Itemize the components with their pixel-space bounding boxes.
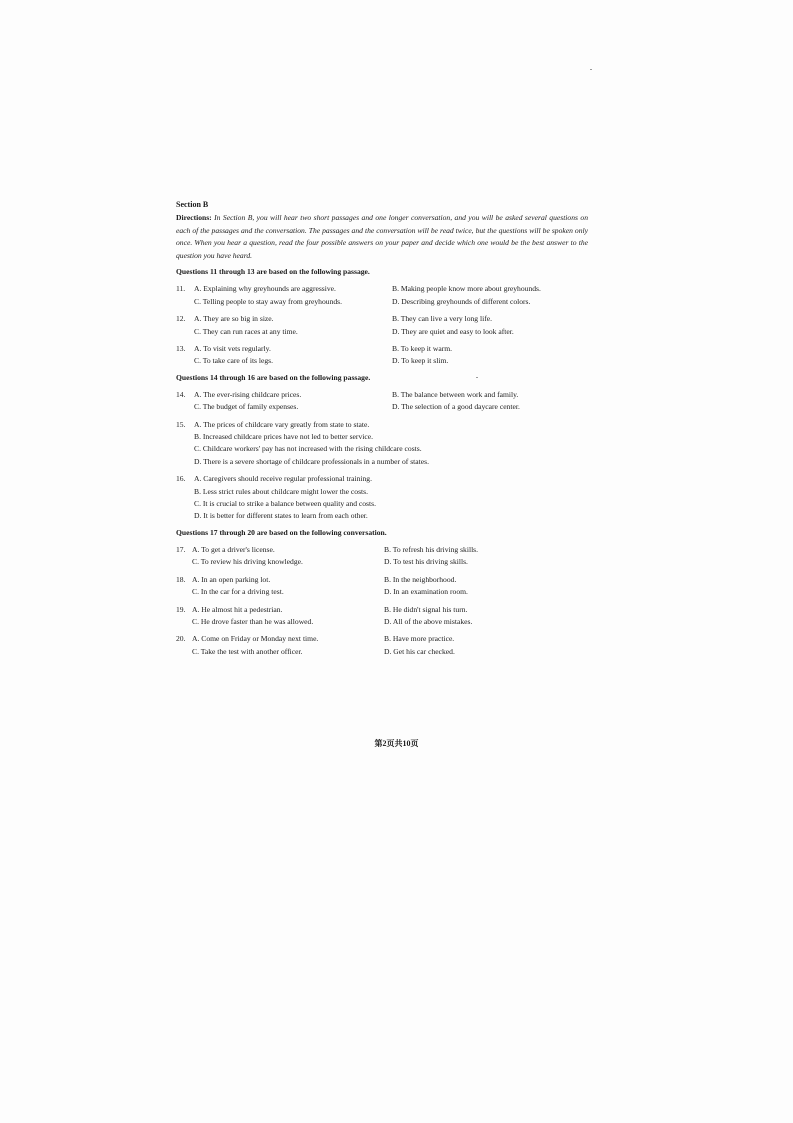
option-a: A. To visit vets regularly. — [194, 344, 271, 353]
question-number: 12. — [176, 314, 186, 324]
option-b: B. He didn't signal his turn. — [384, 604, 468, 614]
option-a: A. The ever-rising childcare prices. — [194, 389, 302, 399]
option-a: A. Caregivers should receive regular professional training. — [194, 474, 372, 484]
question-number: 20. — [176, 634, 186, 644]
option-d: D. They are quiet and easy to look after. — [392, 326, 514, 336]
question-18 — [176, 574, 588, 599]
option-c: C. They can run races at any time. — [194, 326, 298, 336]
option-b: B. They can live a very long life. — [392, 314, 493, 324]
option-d: D. To keep it slim. — [392, 356, 449, 366]
question-17 — [176, 544, 588, 569]
question-16 — [176, 473, 588, 523]
option-b: B. Have more practice. — [384, 634, 455, 644]
option-d: D. In an examination room. — [384, 587, 468, 597]
question-15 — [176, 419, 588, 469]
option-c: C. The budget of family expenses. — [194, 402, 299, 412]
scan-speck — [476, 377, 478, 378]
option-c: C. To take care of its legs. — [194, 356, 274, 366]
page-number: 第2页共10页 — [374, 739, 419, 748]
option-b: B. The balance between work and family. — [392, 389, 519, 399]
scan-speck — [590, 69, 592, 70]
section-title: Section B — [176, 200, 209, 209]
question-number: 14. — [176, 389, 186, 399]
option-d: D. It is better for different states to learn from each other. — [194, 511, 368, 521]
option-b: B. To keep it warm. — [392, 344, 453, 353]
option-a: A. He almost hit a pedestrian. — [192, 604, 283, 614]
listening-section-b — [176, 199, 588, 658]
question-13 — [176, 343, 588, 368]
option-c: C. Take the test with another officer. — [192, 646, 303, 656]
option-d: D. There is a severe shortage of childcare professionals in a number of states. — [194, 456, 429, 466]
question-20 — [176, 633, 588, 658]
group-heading-17-20: Questions 17 through 20 are based on the following conversation. — [176, 527, 387, 537]
option-c: C. It is crucial to strike a balance between quality and costs. — [194, 499, 376, 509]
option-d: D. All of the above mistakes. — [384, 616, 473, 626]
question-19 — [176, 604, 588, 629]
question-12 — [176, 313, 588, 338]
question-number: 18. — [176, 574, 186, 584]
question-number: 17. — [176, 544, 186, 554]
option-c: C. He drove faster than he was allowed. — [192, 616, 314, 626]
option-d: D. Describing greyhounds of different colors. — [392, 296, 531, 306]
question-number: 15. — [176, 419, 186, 429]
option-a: A. To get a driver's license. — [192, 544, 275, 554]
option-a: A. The prices of childcare vary greatly from state to state. — [194, 419, 370, 429]
group-heading-11-13: Questions 11 through 13 are based on the following passage. — [176, 267, 370, 277]
option-b: B. Increased childcare prices have not led to better service. — [194, 432, 374, 442]
option-a: A. Explaining why greyhounds are aggressive. — [194, 284, 336, 294]
question-number: 16. — [176, 474, 186, 484]
option-c: C. Childcare workers' pay has not increased with the rising childcare costs. — [194, 444, 422, 454]
option-a: A. Come on Friday or Monday next time. — [192, 634, 319, 644]
directions-text: In Section B, you will hear two short passages and one longer conversation, and you will be asked several questions on each of the passages and the conversation. The passages and the conversation will be read twice, but the questions will be spoken only once. When you hear a question, read the four possible answers on your paper and decide which one would be the best answer to the question you have heard. — [176, 213, 588, 260]
option-a: A. They are so big in size. — [194, 314, 274, 324]
option-b: B. To refresh his driving skills. — [384, 544, 479, 554]
option-c: C. Telling people to stay away from greyhounds. — [194, 296, 343, 306]
option-d: D. The selection of a good daycare center. — [392, 402, 520, 412]
directions — [176, 212, 588, 262]
option-b: B. Making people know more about greyhounds. — [392, 284, 541, 294]
option-d: D. Get his car checked. — [384, 646, 455, 656]
option-c: C. In the car for a driving test. — [192, 587, 284, 597]
question-number: 19. — [176, 604, 186, 614]
option-b: B. Less strict rules about childcare might lower the costs. — [194, 486, 368, 496]
question-number: 11. — [176, 284, 186, 294]
option-b: B. In the neighborhood. — [384, 574, 457, 584]
question-14 — [176, 389, 588, 414]
option-a: A. In an open parking lot. — [192, 574, 271, 584]
question-number: 13. — [176, 344, 186, 353]
directions-label: Directions: — [176, 213, 212, 222]
group-heading-14-16: Questions 14 through 16 are based on the following passage. — [176, 372, 371, 382]
option-d: D. To test his driving skills. — [384, 557, 468, 567]
question-11 — [176, 283, 588, 308]
option-c: C. To review his driving knowledge. — [192, 557, 303, 567]
